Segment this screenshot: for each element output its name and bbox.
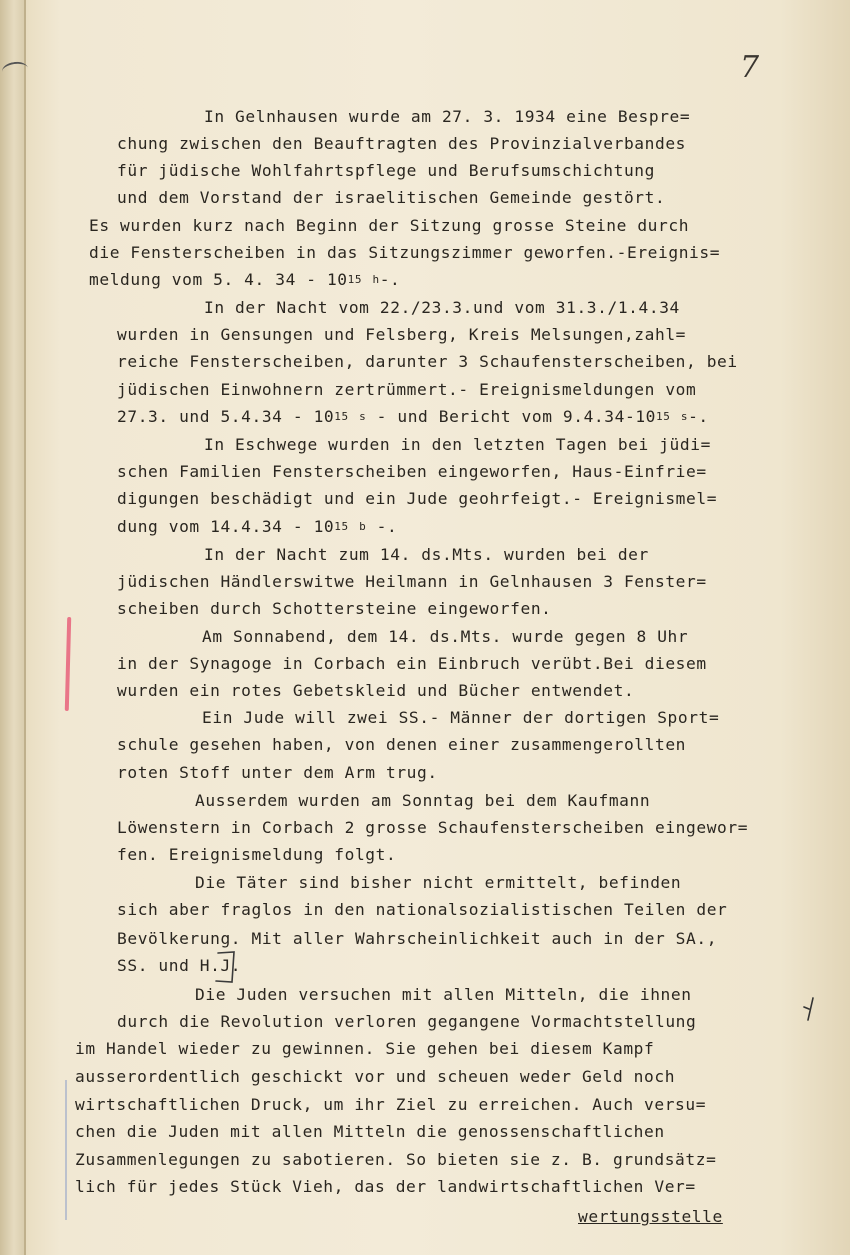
text-segment: -.: [376, 517, 398, 536]
text-line: [117, 407, 709, 427]
text-line: im Handel wieder zu gewinnen. Sie gehen bei diesem Kampf: [75, 1039, 655, 1058]
text-line: scheiben durch Schottersteine eingeworfen.: [117, 599, 552, 618]
text-line: wurden in Gensungen und Felsberg, Kreis Melsungen,zahl=: [117, 325, 687, 344]
text-line: SS. und H.J.: [117, 956, 242, 975]
text-segment: meldung vom 5. 4. 34 - 10: [89, 270, 348, 289]
time-superscript: 15: [347, 273, 363, 286]
text-line: ausserordentlich geschickt vor und scheuen weder Geld noch: [75, 1067, 676, 1086]
text-line: fen. Ereignismeldung folgt.: [117, 845, 397, 864]
text-line: Am Sonnabend, dem 14. ds.Mts. wurde gegen 8 Uhr: [202, 627, 689, 646]
text-segment: -.: [688, 407, 709, 426]
text-line: jüdischen Händlerswitwe Heilmann in Gelnhausen 3 Fenster=: [117, 572, 707, 591]
text-line: Bevölkerung. Mit aller Wahrscheinlichkeit auch in der SA.,: [117, 929, 718, 948]
text-line: Ein Jude will zwei SS.- Männer der dortigen Sport=: [202, 708, 720, 727]
text-segment: 27.3. und 5.4.34 - 10: [117, 407, 335, 426]
text-line: Zusammenlegungen zu sabotieren. So bieten sie z. B. grundsätz=: [75, 1150, 717, 1169]
text-line: wurden ein rotes Gebetskleid und Bücher entwendet.: [117, 681, 635, 700]
text-line: chung zwischen den Beauftragten des Provinzialverbandes: [117, 134, 687, 153]
text-line: durch die Revolution verloren gegangene Vormachtstellung: [117, 1012, 697, 1031]
text-line: In der Nacht vom 22./23.3.und vom 31.3./1.4.34: [204, 298, 680, 317]
text-line: schen Familien Fensterscheiben eingeworfen, Haus-Einfrie=: [117, 462, 707, 481]
time-superscript: 15: [656, 410, 671, 423]
catchword: wertungsstelle: [578, 1207, 723, 1226]
text-line: lich für jedes Stück Vieh, das der landwirtschaftlichen Ver=: [75, 1177, 696, 1196]
text-line: jüdischen Einwohnern zertrümmert.- Ereignismeldungen vom: [117, 380, 697, 399]
text-line: [89, 270, 400, 290]
time-superscript-suffix: s: [359, 410, 367, 423]
text-line: die Fensterscheiben in das Sitzungszimmer geworfen.-Ereignis=: [89, 243, 721, 262]
page-number: 7: [740, 50, 760, 85]
text-line: In Eschwege wurden in den letzten Tagen bei jüdi=: [204, 435, 711, 454]
text-line: in der Synagoge in Corbach ein Einbruch verübt.Bei diesem: [117, 654, 707, 673]
text-line: [117, 517, 397, 537]
time-superscript-suffix: b: [359, 520, 367, 533]
text-line: Es wurden kurz nach Beginn der Sitzung grosse Steine durch: [89, 216, 690, 235]
time-superscript: 15: [334, 520, 349, 533]
text-segment: -.: [379, 270, 401, 289]
text-line: für jüdische Wohlfahrtspflege und Berufsumschichtung: [117, 161, 655, 180]
text-line: digungen beschädigt und ein Jude geohrfeigt.- Ereignismel=: [117, 489, 718, 508]
text-line: und dem Vorstand der israelitischen Gemeinde gestört.: [117, 188, 666, 207]
time-superscript: 15: [334, 410, 349, 423]
text-line: Die Juden versuchen mit allen Mitteln, die ihnen: [195, 985, 692, 1004]
text-segment: - und Bericht vom 9.4.34-10: [376, 407, 657, 426]
text-line: roten Stoff unter dem Arm trug.: [117, 763, 438, 782]
text-line: In der Nacht zum 14. ds.Mts. wurden bei der: [204, 545, 649, 564]
text-line: chen die Juden mit allen Mitteln die genossenschaftlichen: [75, 1122, 665, 1141]
text-line: Die Täter sind bisher nicht ermittelt, befinden: [195, 873, 682, 892]
text-line: reiche Fensterscheiben, darunter 3 Schaufensterscheiben, bei: [117, 352, 738, 371]
text-line: In Gelnhausen wurde am 27. 3. 1934 eine Bespre=: [204, 107, 691, 126]
text-line: sich aber fraglos in den nationalsozialistischen Teilen der: [117, 900, 728, 919]
time-superscript-suffix: h: [372, 273, 380, 286]
text-line: schule gesehen haben, von denen einer zusammengerollten: [117, 735, 687, 754]
text-line: wirtschaftlichen Druck, um ihr Ziel zu erreichen. Auch versu=: [75, 1095, 707, 1114]
time-superscript-suffix: s: [680, 410, 689, 423]
text-line: Ausserdem wurden am Sonntag bei dem Kaufmann: [195, 791, 651, 810]
text-line: Löwenstern in Corbach 2 grosse Schaufensterscheiben eingewor=: [117, 818, 749, 837]
text-segment: dung vom 14.4.34 - 10: [117, 517, 335, 536]
